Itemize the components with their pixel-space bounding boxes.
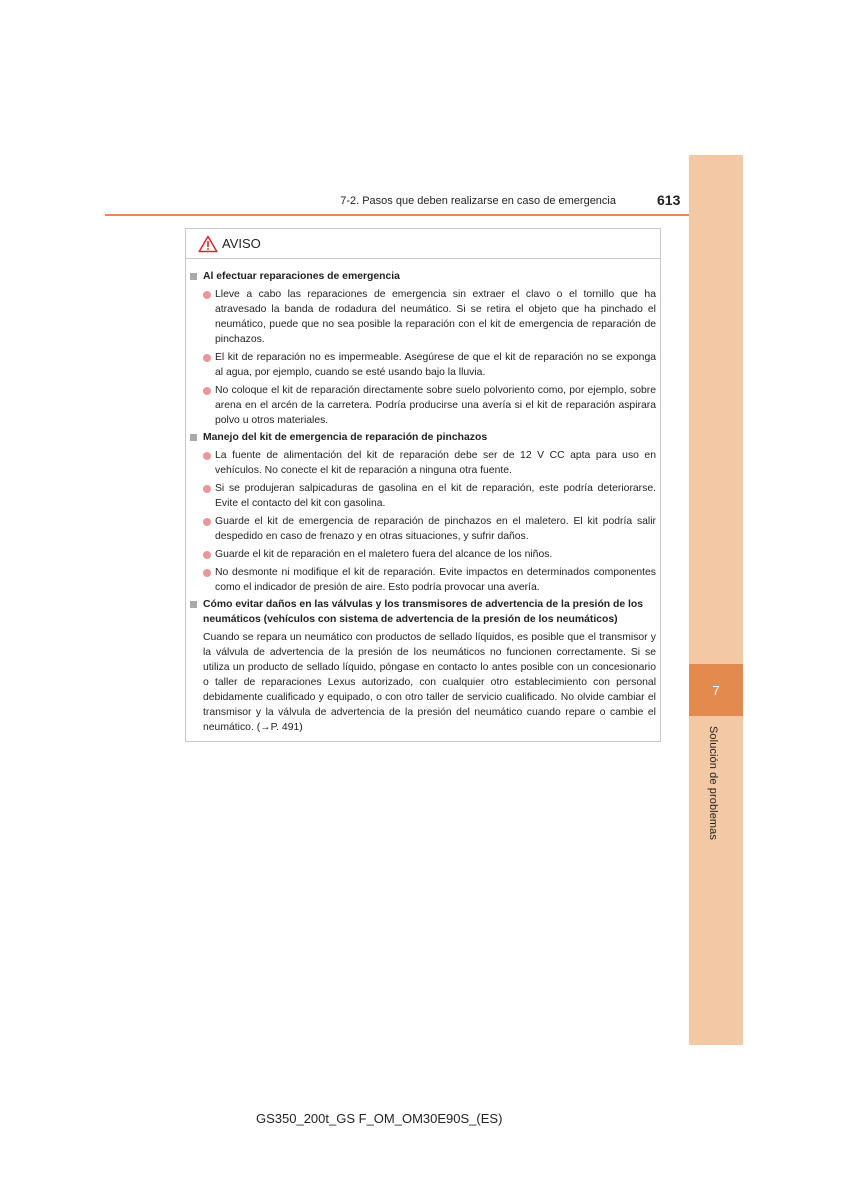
chapter-number-tab[interactable] (689, 664, 743, 716)
list-item: Guarde el kit de emergencia de reparación de pinchazos en el maletero. El kit podría salir despedido en caso de frenazo y en otras situaciones, y sufrir daños. (189, 514, 656, 544)
list-item: No coloque el kit de reparación directamente sobre suelo polvoriento como, por ejemplo, sobre arena en el arcén de la carretera. Podría producirse una avería si el kit de reparación aspirara polvo u otros materiales. (189, 383, 656, 428)
round-bullet-icon (203, 452, 211, 460)
list-item: Guarde el kit de reparación en el maletero fuera del alcance de los niños. (189, 547, 656, 562)
section-heading: Manejo del kit de emergencia de reparación de pinchazos (189, 430, 656, 445)
warning-triangle-icon (198, 235, 218, 253)
round-bullet-icon (203, 485, 211, 493)
square-bullet-icon (190, 273, 197, 280)
header-rule (105, 214, 689, 216)
warning-box (185, 228, 661, 742)
list-item: Si se produjeran salpicaduras de gasolina en el kit de reparación, este podría deteriorarse. Evite el contacto del kit con gasolina. (189, 481, 656, 511)
chapter-side-tab (689, 155, 743, 1045)
list-item: No desmonte ni modifique el kit de reparación. Evite impactos en determinados componentes como el indicador de presión de aire. Esto podría provocar una avería. (189, 565, 656, 595)
square-bullet-icon (190, 601, 197, 608)
section-heading: Al efectuar reparaciones de emergencia (189, 269, 656, 284)
list-item: Lleve a cabo las reparaciones de emergencia sin extraer el clavo o el tornillo que ha atravesado la banda de rodadura del neumático. Si se retira el objeto que ha pinchado el neumático, puede que no sea posible la reparación con el kit de emergencia de reparación de pinchazos. (189, 287, 656, 347)
round-bullet-icon (203, 354, 211, 362)
page-number: 613 (657, 192, 681, 208)
warning-title: AVISO (222, 236, 261, 251)
round-bullet-icon (203, 291, 211, 299)
chapter-label: Solución de problemas (707, 726, 719, 841)
square-bullet-icon (190, 434, 197, 441)
round-bullet-icon (203, 518, 211, 526)
section-heading: Cómo evitar daños en las válvulas y los transmisores de advertencia de la presión de los neumáticos (vehículos con sistema de advertencia de la presión de los neumáticos) (189, 597, 656, 627)
list-item: El kit de reparación no es impermeable. Asegúrese de que el kit de reparación no se exponga al agua, por ejemplo, cuando se esté usando bajo la lluvia. (189, 350, 656, 380)
round-bullet-icon (203, 569, 211, 577)
warning-body (186, 259, 660, 735)
warning-header (186, 229, 660, 259)
round-bullet-icon (203, 551, 211, 559)
chapter-number: 7 (712, 682, 720, 698)
section-title: 7-2. Pasos que deben realizarse en caso de emergencia (340, 195, 616, 207)
section-paragraph: Cuando se repara un neumático con productos de sellado líquidos, es posible que el transmisor y la válvula de advertencia de la presión de los neumáticos no funcionen correctamente. Si se utiliza un producto de sellado líquido, póngase en contacto lo antes posible con un concesionario o taller de reparaciones Lexus autorizado, con cualquier otro establecimiento con personal debidamente cualificado y equipado, o con otro taller de servicio cualificado. No olvide cambiar el transmisor y la válvula de advertencia de la presión del neumático cuando repare o cambie el neumático. (→P. 491) (203, 632, 656, 733)
list-item: La fuente de alimentación del kit de reparación debe ser de 12 V CC apta para uso en vehículos. No conecte el kit de reparación a ninguna otra fuente. (189, 448, 656, 478)
round-bullet-icon (203, 387, 211, 395)
document-code: GS350_200t_GS F_OM_OM30E90S_(ES) (256, 1111, 503, 1126)
